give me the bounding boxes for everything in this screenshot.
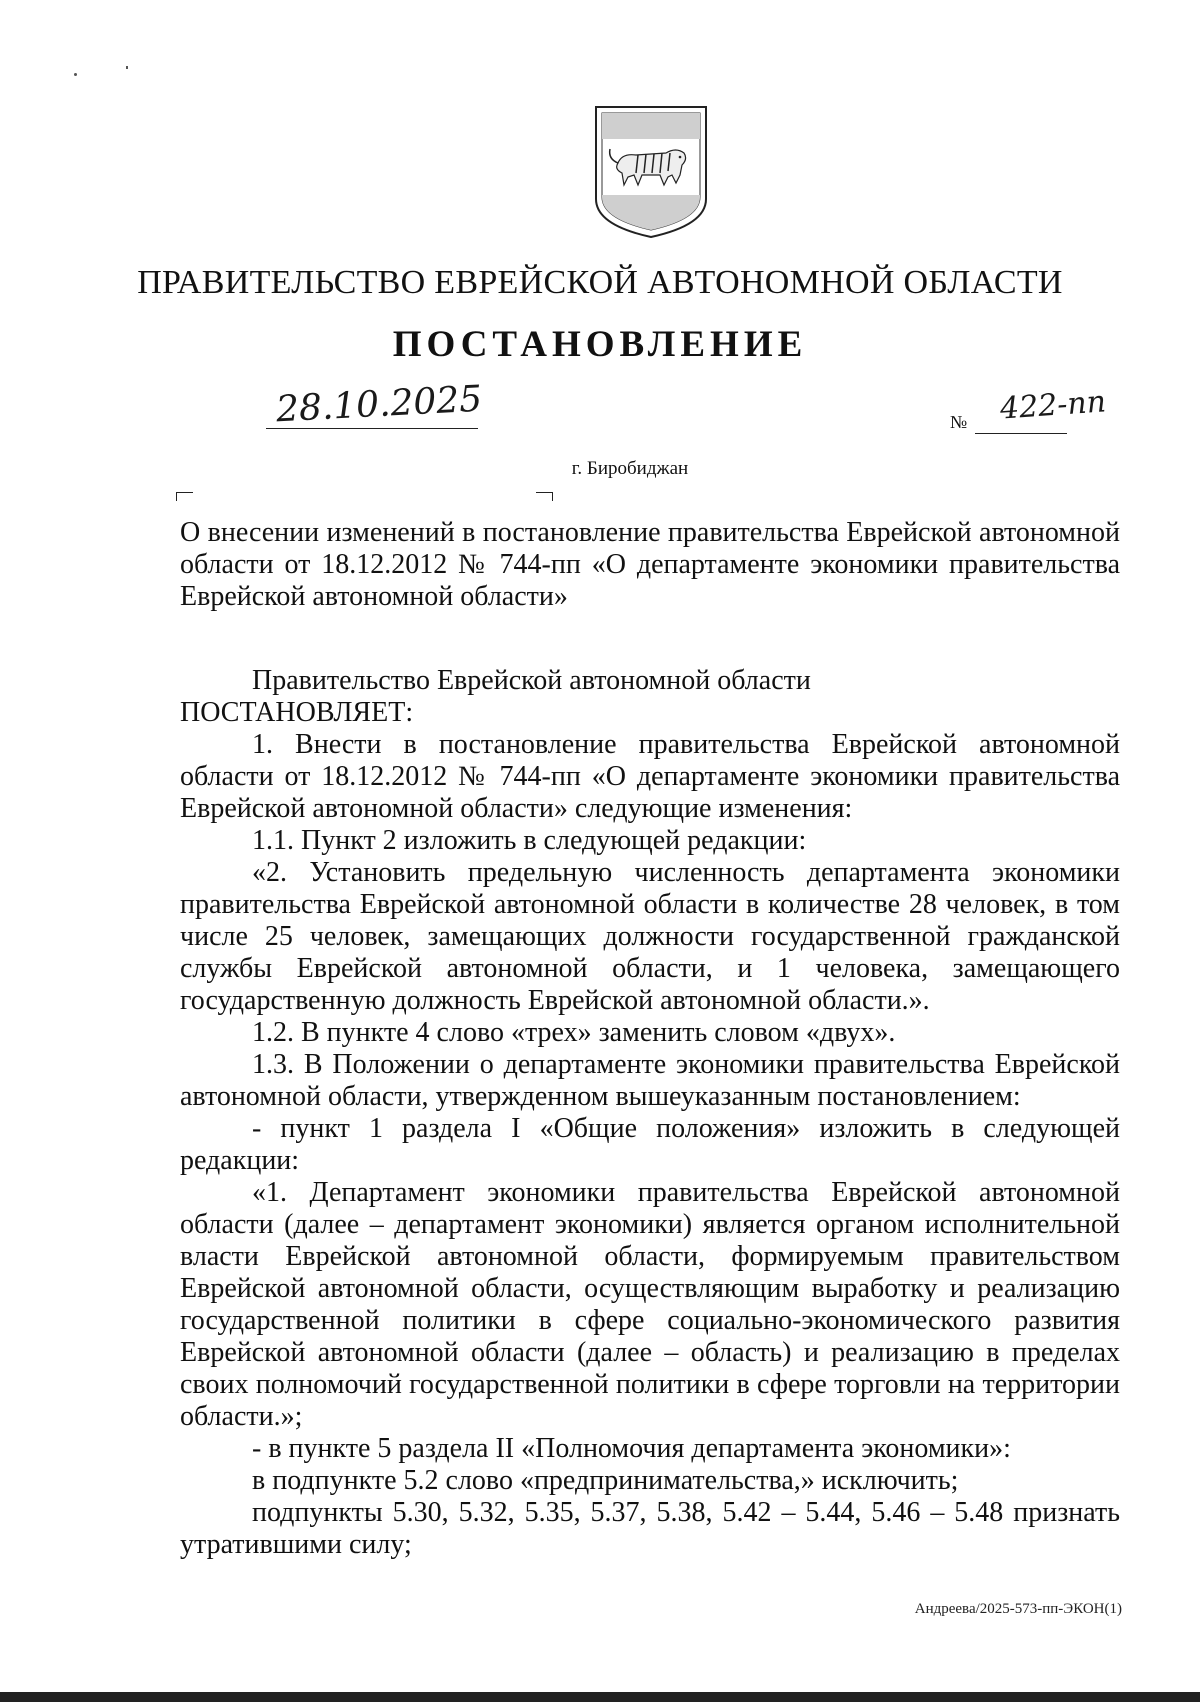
paragraph-1-3: 1.3. В Положении о департаменте экономики правительства Еврейской автономной области, утвержденном вышеуказанным постановлением: — [180, 1049, 1120, 1112]
preamble-line: Правительство Еврейской автономной области — [252, 665, 811, 696]
scan-speck — [126, 66, 128, 69]
government-title: ПРАВИТЕЛЬСТВО ЕВРЕЙСКОЙ АВТОНОМНОЙ ОБЛАСТИ — [137, 264, 1063, 301]
date-underline — [266, 428, 478, 429]
paragraph-1-1: 1.1. Пункт 2 изложить в следующей редакции: — [252, 825, 807, 856]
subject-bracket-left — [176, 492, 193, 501]
coat-of-arms-icon — [592, 103, 710, 241]
paragraph-1: 1. Внести в постановление правительства Еврейской автономной области от 18.12.2012 № 744-пп «О департаменте экономики правительства Еврейской автономной области» следующие изменения: — [180, 729, 1120, 824]
document-body — [180, 665, 1120, 1561]
footer-reference: Андреева/2025-573-пп-ЭКОН(1) — [914, 1601, 1122, 1617]
paragraph-1-3-b-1: в подпункте 5.2 слово «предпринимательства,» исключить; — [252, 1465, 959, 1496]
city-name: г. Биробиджан — [571, 458, 689, 479]
paragraph-1-3-a: - пункт 1 раздела I «Общие положения» изложить в следующей редакции: — [180, 1113, 1120, 1176]
handwritten-date: 28.10.2025 — [275, 378, 484, 431]
scan-edge-bar — [0, 1692, 1200, 1702]
paragraph-1-1-text: «2. Установить предельную численность департамента экономики правительства Еврейской автономной области в количестве 28 человек, в том числе 25 человек, замещающих должности государственной гражданской службы Еврейской автономной области, и 1 человека, замещающего государственную должность Еврейской автономной области.». — [180, 857, 1120, 1016]
document-type-heading: ПОСТАНОВЛЕНИЕ — [392, 324, 808, 365]
handwritten-number: 422-пп — [998, 384, 1108, 427]
scan-speck — [74, 73, 77, 76]
subject-bracket-right — [536, 492, 553, 501]
paragraph-1-3-b-2: подпункты 5.30, 5.32, 5.35, 5.37, 5.38, 5.42 – 5.44, 5.46 – 5.48 признать утратившими силу; — [180, 1497, 1120, 1560]
paragraph-1-2: 1.2. В пункте 4 слово «трех» заменить словом «двух». — [252, 1017, 896, 1048]
paragraph-1-3-a-text: «1. Департамент экономики правительства Еврейской автономной области (далее – департамент экономики) является органом исполнительной власти Еврейской автономной области, формируемым правительством Еврейской автономной области, осуществляющим выработку и реализацию государственной политики в сфере социально-экономического развития Еврейской автономной области (далее – область) и реализацию в пределах своих полномочий государственной политики в сфере торговли на территории области.»; — [180, 1177, 1120, 1432]
paragraph-1-3-b: - в пункте 5 раздела II «Полномочия департамента экономики»: — [252, 1433, 1011, 1464]
number-label: № — [950, 412, 968, 432]
document-subject: О внесении изменений в постановление правительства Еврейской автономной области от 18.12.2012 № 744-пп «О департаменте экономики правительства Еврейской автономной области» — [180, 517, 1120, 612]
number-underline — [975, 433, 1067, 434]
preamble-resolves: ПОСТАНОВЛЯЕТ: — [180, 697, 414, 728]
